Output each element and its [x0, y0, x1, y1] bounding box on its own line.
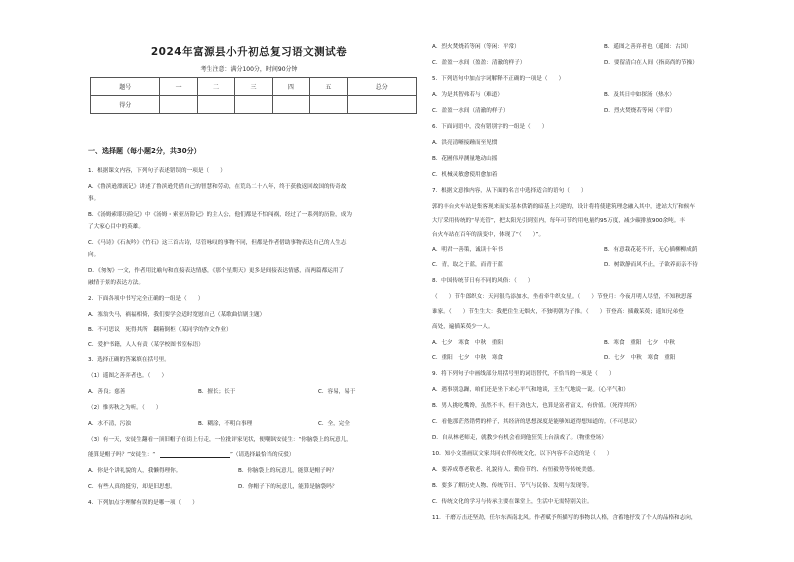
score-cell: [160, 96, 197, 114]
question-line: 了大家心目中的英雄。: [88, 224, 144, 230]
question-line: B．你脑袋上的玩意儿，能算是帽子吗？: [238, 468, 337, 474]
question-line: 谁家。（ ）节生生大：我把住生无烟火，不独明朝为子推。（ ）节登高：插戴茱萸；遥知兄弟登: [432, 309, 684, 315]
question-line: B．要多了解历史人物、传统节日、节气与民俗、发明与发现等。: [432, 483, 593, 489]
question-line: A．善良；慈善: [88, 389, 126, 395]
score-cell: [272, 96, 309, 114]
question-line: A．明君一善策，诚读十年书: [432, 247, 503, 253]
score-table-header-row: [91, 78, 417, 96]
score-table: [90, 77, 417, 114]
question-line: D．树欲静而风不止，子欲养而亲不待: [604, 262, 698, 268]
question-line: B．及其日中如探汤（热水）: [604, 92, 675, 98]
score-header-cell: 总分: [347, 78, 416, 96]
question-line: B．男人挑吃嘴馋，虽然不丰，但干劲也大，也算是富者富义，有价值。（死得其所）: [432, 403, 641, 409]
question-line: D．七夕 中秋 寒食 重阳: [604, 355, 676, 361]
question-line: 7．根据文意推内容，从下面的名言中选择适合的语句（ ）: [432, 188, 587, 194]
question-line: C．重阳 七夕 中秋 寒食: [432, 355, 504, 361]
question-line: B．擅长；长于: [198, 389, 236, 395]
answer-blank[interactable]: [160, 452, 230, 458]
question-line: A．水不清，污浊: [88, 421, 131, 427]
exam-notice: 考生注意：满分100分，时间90分钟: [200, 66, 298, 73]
question-line: 3．选择正确的答案填在括号里。: [88, 357, 170, 363]
question-line: 能算是帽子吗？”安徒生：“: [88, 452, 156, 458]
question-line: 郭的丰台火车站是集客现来而实基本供销的暗基上兴建的，设计将将使建筑理念融入其中，进站大厅和候车: [432, 204, 695, 210]
score-header-cell: 四: [272, 78, 309, 96]
score-header-cell: 五: [310, 78, 347, 96]
question-line: A．遇事别急躁，咱们还是坐下来心平气和地谈，王生气地说一说。（心平气和）: [432, 387, 629, 393]
question-line: B．寒食 重阳 七夕 中秋: [604, 340, 675, 346]
question-line: C．青，取之于蓝，而青于蓝: [432, 262, 504, 268]
question-line: 4．下列加点字理解有误的是哪一项（ ）: [88, 500, 198, 506]
question-line: B．花圃伟岸测量地动山摇: [432, 156, 498, 162]
question-line: 大厅采用传统的“导光管”，把太阳光引到室内，每年可节约用电量约95万度，减少碳排放900余吨。丰: [432, 218, 685, 224]
question-line: 向。: [88, 252, 100, 258]
question-line: C．盈盈一水间（盈盈：清澈的样子）: [432, 60, 526, 66]
question-line: B．不可思议 死得其所 翻箱倒柜（某同学的作文作业）: [88, 327, 232, 333]
question-line: C．《马诗》《石灰吟》《竹石》这三首古诗，尽管咏叹的事物不同，但都是作者借助事物表达自己的人生志: [88, 240, 347, 246]
question-line: B．有意栽花花不开，无心插柳柳成荫: [604, 247, 698, 253]
score-header-cell: 三: [235, 78, 272, 96]
question-line: A．要养成尊老敬老、礼貌待人、勤俭节约、有恒毅势等传统美德。: [432, 467, 599, 473]
question-line: 11．千磨万击还坚劲，任尔东西南北风。作者赋予所描写的事物以人格，含蓄地抒发了个人的品格和志向，: [432, 515, 697, 521]
question-line: （1）遥图之善弈者也。（ ）: [88, 373, 168, 379]
question-line: C．传统文化的学习与传承主要在课堂上，生活中无需特别关注。: [432, 499, 593, 505]
question-line: 8．中国传统节日有不同的风俗：（ ）: [432, 278, 534, 284]
question-line: （3）有一天，安徒生翻看一顶旧帽子在街上行走，一位批评家见状，便嘲讽安徒生：“你脑袋上的玩意儿，: [88, 437, 352, 443]
exam-title: 2024年富源县小升初总复习语文测试卷: [150, 46, 348, 58]
question-line: 5．下列语句中加点字词解释不正确的一项是（ ）: [432, 76, 565, 82]
section-heading: 一、选择题（每小题2分，共30分）: [88, 147, 201, 155]
score-header-cell: 一: [160, 78, 197, 96]
question-line: D．烈火焚烧若等闲（平常）: [604, 108, 676, 114]
question-line: A．洪亮清晰接踵而至见惯: [432, 140, 498, 146]
question-line: A．为是其智弗若与（难道）: [432, 92, 503, 98]
question-line: （2）惟弈秋之为听。（ ）: [88, 405, 162, 411]
question-line: 10．知小文墨画议文家共同衣伴传统文化，以下内容不合适的是（ ）: [432, 451, 613, 457]
question-line: B．糊涂，不明白事理: [198, 421, 253, 427]
question-line: A．你是个讲礼貌的人，我懒得理你。: [88, 468, 182, 474]
score-cell: [310, 96, 347, 114]
question-line: 6．下面词语中，没有错别字的一组是（ ）: [432, 124, 548, 130]
question-line: A．烈火焚烧若等闲（等闲：平常）: [432, 44, 520, 50]
question-line: A．《鲁滨逊漂流记》讲述了鲁滨逊凭借自己的智慧和劳动，在荒岛二十八年，终于获救返回故国的传奇故: [88, 184, 347, 190]
question-line: ”（请选择最恰当的反驳）: [230, 452, 295, 458]
question-line: 台火车站在百年的演变中，体现了“（ ）”。: [432, 232, 545, 238]
question-line: B．《汤姆索耶历险记》中《汤姆・索亚历险记》的主人公，他们都是不怕闯祸，经过了一系列的历险，成为: [88, 212, 352, 218]
question-line: C．机械灵敏愈使用愈加着: [432, 172, 498, 178]
score-cell: [235, 96, 272, 114]
score-cell: [197, 96, 234, 114]
question-line: 高处，遍插茱萸少一人。: [432, 324, 494, 330]
question-line: B．遥图之善弈者也（遥图：古国）: [604, 44, 692, 50]
question-line: 1．根据课文内容，下列句子表述错误的一项是（ ）: [88, 168, 226, 174]
question-line: A．塞翁失马，祸福相倚，我们要学会适时宽慰自己（某歌曲信剧主题）: [88, 312, 266, 318]
question-line: C．全，完全: [318, 421, 350, 427]
question-line: D．自从林老师走，就教少有机会看到他狂笑上台演戏了。（物重登场）: [432, 435, 607, 441]
question-line: 融情于景的表达方法。: [88, 280, 144, 286]
question-line: C．看他那茫然错愕的样子，其经济的思想深度是能够知道得想知道的。（不可思议）: [432, 419, 641, 425]
question-line: C．容易，易于: [318, 389, 356, 395]
question-line: 9．将下列句子中画线部分用括号里的词语替代，不恰当的一项是（ ）: [432, 371, 615, 377]
question-line: （ ）节牛郎织女：天河很鸟添加水，坐看牵牛织女星。（ ）节登月：今夜月明人尽望，不知秋思落: [432, 294, 693, 300]
score-header-cell: 题号: [91, 78, 160, 96]
score-header-cell: 二: [197, 78, 234, 96]
score-table-score-row: [91, 96, 417, 114]
question-line: C．有些人真的挺穷，却是旧思想。: [88, 484, 176, 490]
score-cell: [347, 96, 416, 114]
score-row-label: 得分: [91, 96, 160, 114]
question-line: A．七夕 寒食 中秋 重阳: [432, 340, 503, 346]
question-line: 事。: [88, 196, 100, 202]
question-line: D．你帽子下的玩意儿，能算是脑袋吗？: [238, 484, 338, 490]
question-line: 2．下面各项中书写完全正确的一组是（ ）: [88, 296, 204, 302]
question-line: D．要留清白在人间（指高尚的节操）: [604, 60, 698, 66]
question-line: D．《匆匆》一文，作者用比喻句和直接表达情感，《那个星期天》更多是间接表达情感，而两篇都运用了: [88, 268, 345, 274]
question-line: C．爱护书籍，人人有责（某学校图书室标语）: [88, 342, 204, 348]
question-line: C．盈盈一水间（清澈的样子）: [432, 108, 509, 114]
